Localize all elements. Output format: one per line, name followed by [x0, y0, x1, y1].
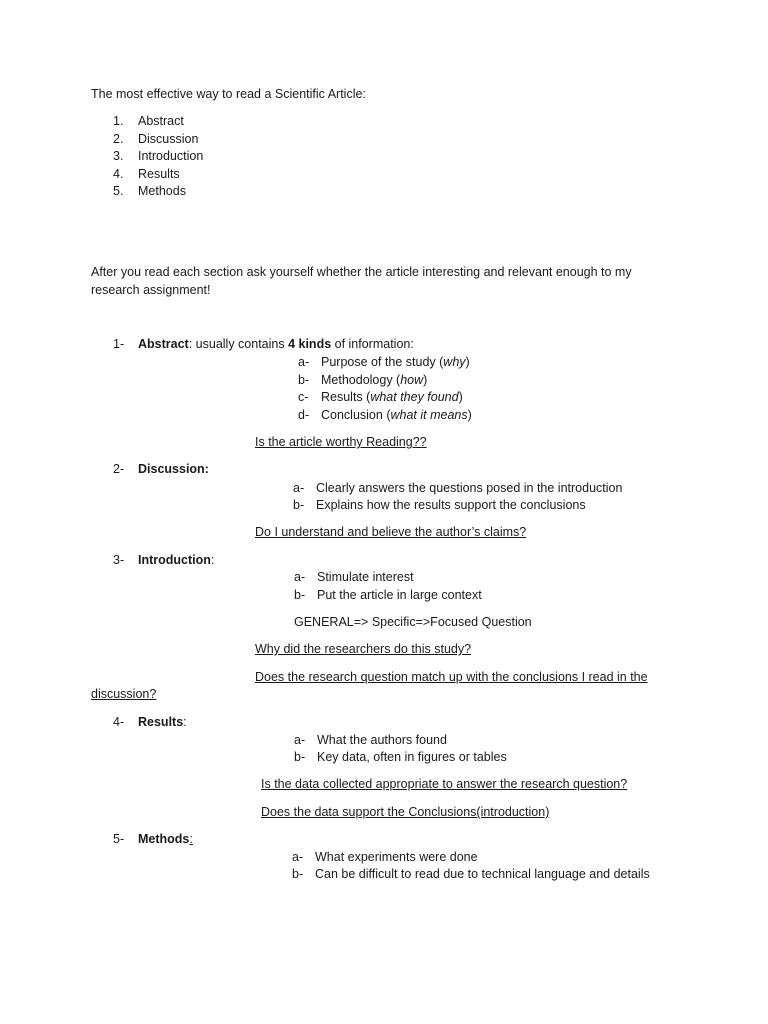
list-item: What experiments were done	[315, 850, 478, 864]
section-name: Abstract	[138, 337, 189, 351]
list-item-number: 2.	[113, 132, 124, 146]
section-number: 4-	[113, 715, 125, 729]
list-item: Key data, often in figures or tables	[317, 750, 507, 764]
reflection-question: Do I understand and believe the author’s claims?	[255, 525, 527, 539]
flow-text: GENERAL=> Specific=>Focused Question	[294, 615, 532, 629]
section-heading: Results:	[138, 715, 187, 729]
item-letter: a-	[293, 481, 305, 495]
list-item-label: Results	[138, 167, 180, 181]
reflection-question: Is the article worthy Reading??	[255, 435, 427, 449]
list-item: Clearly answers the questions posed in the introduction	[316, 481, 623, 495]
item-letter: b-	[298, 373, 310, 387]
section-name: Discussion:	[138, 462, 209, 476]
list-item: Purpose of the study (why)	[321, 355, 470, 369]
reflection-question: Why did the researchers do this study?	[255, 642, 472, 656]
list-item: Put the article in large context	[317, 588, 482, 602]
list-item-label: Methods	[138, 184, 186, 198]
list-item: Stimulate interest	[317, 570, 414, 584]
list-item: What the authors found	[317, 733, 447, 747]
list-item: Methodology (how)	[321, 373, 428, 387]
reflection-question: Is the data collected appropriate to answer the research question?	[261, 777, 628, 791]
item-letter: c-	[298, 390, 309, 404]
list-item-number: 1.	[113, 114, 124, 128]
item-letter: a-	[294, 733, 306, 747]
item-letter: b-	[294, 588, 306, 602]
section-heading: Introduction:	[138, 553, 215, 567]
intro-paragraph-line: research assignment!	[91, 283, 211, 297]
item-letter: b-	[294, 750, 306, 764]
list-item-label: Abstract	[138, 114, 184, 128]
item-letter: a-	[292, 850, 304, 864]
section-number: 2-	[113, 462, 125, 476]
section-name: Results	[138, 715, 184, 729]
section-description: of information:	[331, 337, 414, 351]
list-item: Results (what they found)	[321, 390, 463, 404]
section-heading	[138, 336, 414, 353]
list-item-number: 3.	[113, 149, 124, 163]
section-name: Introduction	[138, 553, 211, 567]
page-title: The most effective way to read a Scientific Article:	[91, 87, 366, 101]
list-item: Explains how the results support the conclusions	[316, 498, 586, 512]
list-item-label: Discussion	[138, 132, 199, 146]
intro-paragraph-line: After you read each section ask yourself whether the article interesting and relevant enough to my	[91, 265, 632, 279]
item-letter: b-	[293, 498, 305, 512]
reflection-question: Does the data support the Conclusions(introduction)	[261, 805, 550, 819]
item-letter: b-	[292, 867, 304, 881]
section-number: 3-	[113, 553, 125, 567]
item-letter: a-	[298, 355, 310, 369]
list-item-label: Introduction	[138, 149, 204, 163]
reflection-question: Does the research question match up with the conclusions I read in the	[255, 670, 648, 684]
section-number: 1-	[113, 337, 125, 351]
reflection-question-continued: discussion?	[91, 687, 157, 701]
section-name: Methods	[138, 832, 190, 846]
section-heading: Methods:	[138, 832, 193, 846]
list-item-number: 4.	[113, 167, 124, 181]
list-item: Conclusion (what it means)	[321, 408, 472, 422]
section-description: : usually contains	[188, 337, 289, 351]
item-letter: a-	[294, 570, 306, 584]
section-number: 5-	[113, 832, 125, 846]
list-item: Can be difficult to read due to technical language and details	[315, 867, 650, 881]
section-description-emphasis: 4 kinds	[288, 337, 332, 351]
list-item-number: 5.	[113, 184, 124, 198]
item-letter: d-	[298, 408, 310, 422]
